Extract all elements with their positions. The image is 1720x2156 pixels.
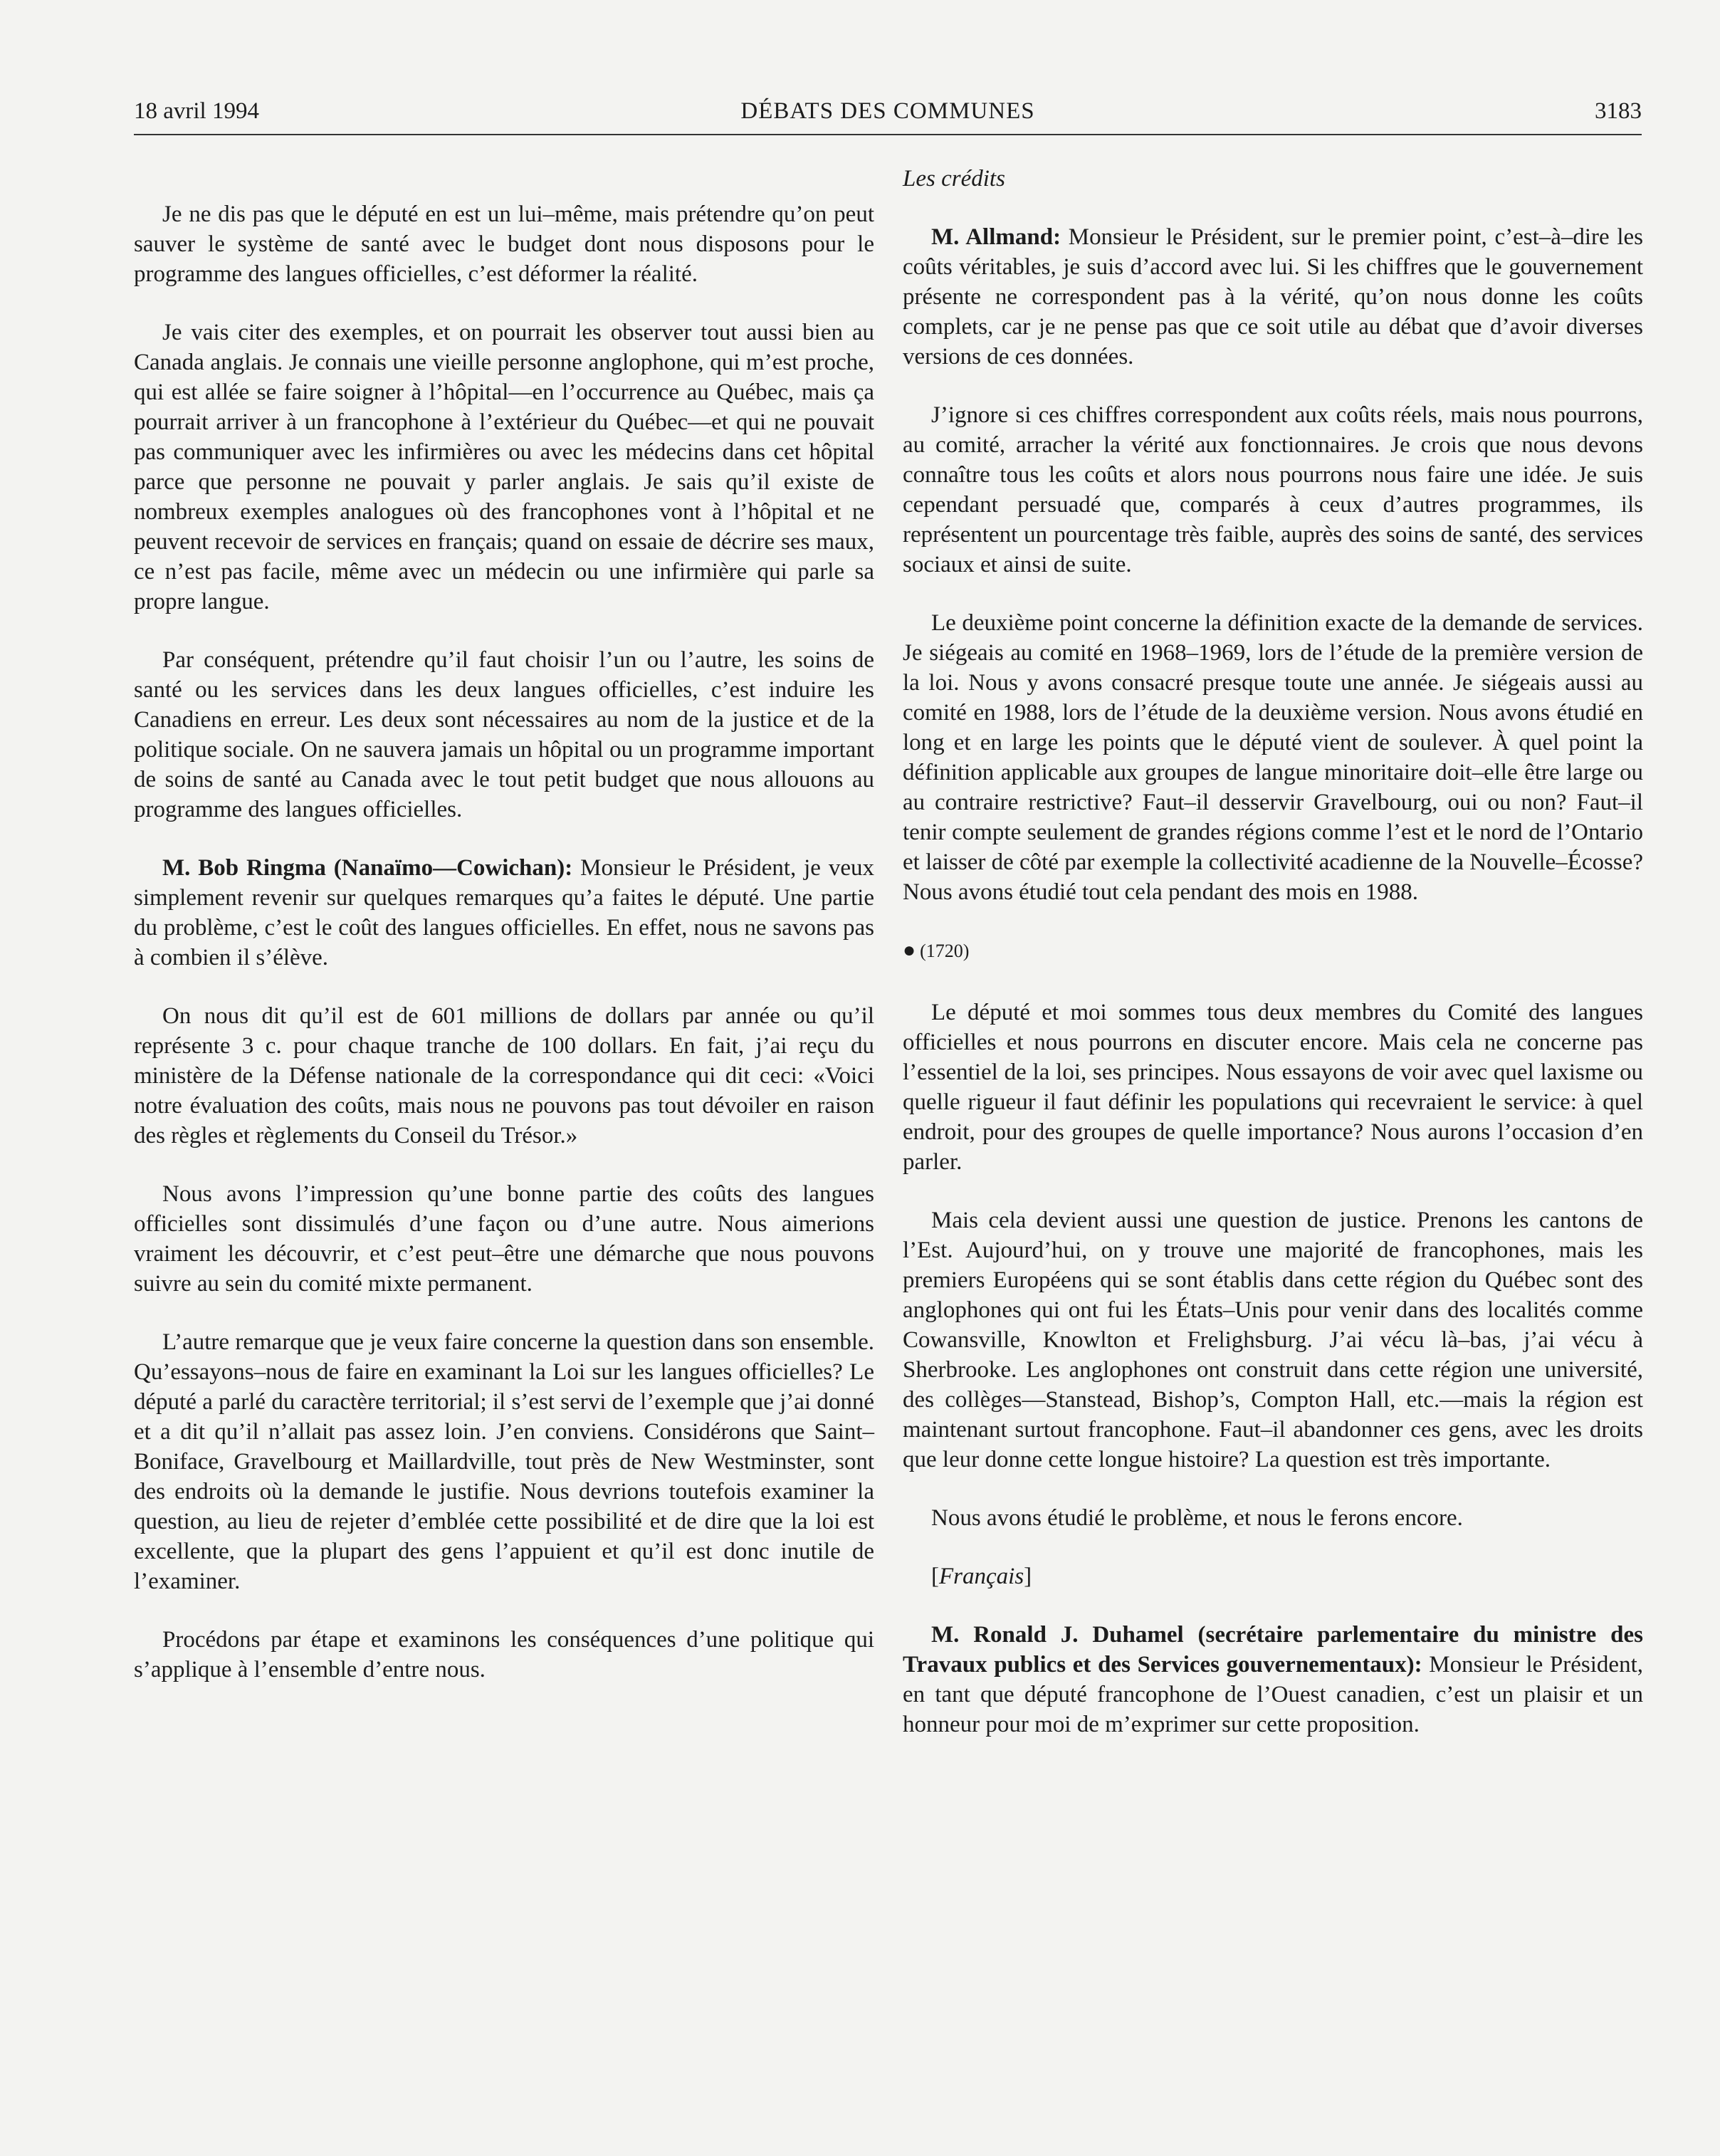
paragraph: Nous avons l’impression qu’une bonne partie des coûts des langues officielles sont dissimulés d’une façon ou d’une autre. Nous aimerions vraiment les découvrir, et c’est peut–être une démarche que nous pouvons suivre au sein du comité mixte permanent. xyxy=(134,1181,874,1297)
right-column xyxy=(903,164,1643,1764)
paragraph: On nous dit qu’il est de 601 millions de dollars par année ou qu’il représente 3 c. pour chaque tranche de 100 dollars. En fait, j’ai reçu du ministère de la Défense nationale de la correspondance qui dit ceci: «Voici notre évaluation des coûts, mais nous ne pouvons pas tout dévoiler en raison des règles et règlements du Conseil du Trésor.» xyxy=(134,1003,874,1148)
paragraph: Nous avons étudié le problème, et nous le ferons encore. xyxy=(931,1505,1463,1531)
time-marker xyxy=(903,936,1643,966)
page-header xyxy=(134,98,1642,134)
speech-paragraph xyxy=(903,1620,1643,1739)
language-bracket-close: ] xyxy=(1024,1564,1032,1589)
header-title: DÉBATS DES COMMUNES xyxy=(740,98,1035,124)
header-rule xyxy=(134,134,1642,135)
header-date: 18 avril 1994 xyxy=(134,98,259,124)
paragraph: Le deuxième point concerne la définition exacte de la demande de services. Je siégeais au comité en 1968–1969, lors de l’étude de la première version de la loi. Nous y avons consacré presque toute une année. Je siégeais aussi au comité en 1988, lors de l’étude de la deuxième version. Nous avons étudié en long et en large les points que le député vient de soulever. À quel point la définition applicable aux groupes de langue minoritaire doit–elle être large ou au contraire restrictive? Faut–il desservir Gravelbourg, oui ou non? Faut–il tenir compte seulement de grandes régions comme l’est et le nord de l’Ontario et laisser de côté par exemple la collectivité acadienne de la Nouvelle–Écosse? Nous avons étudié tout cela pendant des mois en 1988. xyxy=(903,610,1643,905)
speech-paragraph xyxy=(903,222,1643,372)
page-number: 3183 xyxy=(1595,98,1642,124)
language-bracket-open: [ xyxy=(931,1564,939,1589)
speech-text: Monsieur le Président, je veux simplement revenir sur quelques remarques qu’a faites le député. Une partie du problème, c’est le coût des langues officielles. En effet, nous ne savons pas à combien il s’élève. xyxy=(134,855,874,970)
speech-text: Monsieur le Président, en tant que député francophone de l’Ouest canadien, c’est un plaisir et un honneur pour moi de m’exprimer sur cette proposition. xyxy=(903,1652,1643,1737)
paragraph: J’ignore si ces chiffres correspondent aux coûts réels, mais nous pourrons, au comité, arracher la vérité aux fonctionnaires. Je crois que nous devons connaître tous les coûts et alors nous pourrons nous faire une idée. Je suis cependant persuadé que, comparés à ceux d’autres programmes, ils représentent un pourcentage très faible, auprès des soins de santé, des services sociaux et ainsi de suite. xyxy=(903,402,1643,577)
section-title: Les crédits xyxy=(903,166,1005,192)
paragraph: L’autre remarque que je veux faire concerne la question dans son ensemble. Qu’essayons–nous de faire en examinant la Loi sur les langues officielles? Le député a parlé du caractère territorial; il s’est servi de l’exemple que j’ai donné et a dit qu’il n’allait pas assez loin. J’en conviens. Considérons que Saint–Boniface, Gravelbourg et Maillardville, tout près de New Westminster, sont des endroits où la demande le justifie. Nous devrions toutefois examiner la question, au lieu de rejeter d’emblée cette possibilité et de dire que la loi est excellente, que la plupart des gens l’appuient et qu’il est donc inutile de l’examiner. xyxy=(134,1329,874,1594)
paragraph: Je vais citer des exemples, et on pourrait les observer tout aussi bien au Canada anglais. Je connais une vieille personne anglophone, qui m’est proche, qui est allée se faire soigner à l’hôpital—en l’occurrence au Québec, mais ça pourrait arriver à un francophone à l’extérieur du Québec—et qui ne pouvait pas communiquer avec les infirmières ou avec les médecins dans cet hôpital parce que personne ne pouvait y parler anglais. Je sais qu’il existe de nombreux exemples analogues où des francophones vont à l’hôpital et ne peuvent recevoir de services en français; quand on essaie de décrire ses maux, ce n’est pas facile, même avec un médecin ou une infirmière qui parle sa propre langue. xyxy=(134,320,874,614)
left-column xyxy=(134,199,874,1709)
bullet-icon: ● xyxy=(903,938,916,962)
speech-paragraph xyxy=(134,853,874,973)
language-name: Français xyxy=(939,1564,1024,1589)
time-marker-text: (1720) xyxy=(920,941,970,961)
paragraph: Procédons par étape et examinons les conséquences d’une politique qui s’applique à l’ensemble d’entre nous. xyxy=(134,1627,874,1683)
paragraph: Je ne dis pas que le député en est un lui–même, mais prétendre qu’on peut sauver le système de santé avec le budget dont nous disposons pour le programme des langues officielles, c’est déformer la réalité. xyxy=(134,202,874,287)
paragraph: Le député et moi sommes tous deux membres du Comité des langues officielles et nous pourrons en discuter encore. Mais cela ne concerne pas l’essentiel de la loi, ses principes. Nous essayons de voir avec quel laxisme ou quelle rigueur il faut définir les populations qui recevraient le service: à quel endroit, pour des groupes de quelle importance? Nous aurons l’occasion d’en parler. xyxy=(903,1000,1643,1175)
speech-text: Monsieur le Président, sur le premier point, c’est–à–dire les coûts véritables, je suis d’accord avec lui. Si les chiffres que le gouvernement présente ne correspondent pas à la vérité, qu’on nous donne les coûts complets, car je ne pense pas que ce soit utile au débat que d’avoir diverses versions de ces données. xyxy=(903,224,1643,370)
paragraph: Par conséquent, prétendre qu’il faut choisir l’un ou l’autre, les soins de santé ou les services dans les deux langues officielles, c’est induire les Canadiens en erreur. Les deux sont nécessaires au nom de la justice et de la politique sociale. On ne sauvera jamais un hôpital ou un programme important de soins de santé au Canada avec le tout petit budget que nous allouons au programme des langues officielles. xyxy=(134,647,874,822)
speaker-name: M. Allmand: xyxy=(931,224,1061,250)
speaker-name: M. Ronald J. Duhamel (secrétaire parlementaire du ministre des Travaux publics et des Services gouvernementaux): xyxy=(903,1622,1643,1678)
speaker-name: M. Bob Ringma (Nanaïmo—Cowichan): xyxy=(162,855,573,881)
paragraph: Mais cela devient aussi une question de justice. Prenons les cantons de l’Est. Aujourd’hui, on y trouve une majorité de francophones, mais les premiers Européens qui se sont établis dans cette région du Québec sont des anglophones qui ont fui les États–Unis pour venir dans des localités comme Cowansville, Knowlton et Frelighsburg. J’ai vécu là–bas, j’ai vécu à Sherbrooke. Les anglophones ont construit dans cette région une université, des collèges—Stanstead, Bishop’s, Compton Hall, etc.—mais la région est maintenant surtout francophone. Faut–il abandonner ces gens, avec les droits que leur donne cette longue histoire? La question est très importante. xyxy=(903,1208,1643,1472)
language-tag xyxy=(903,1561,1643,1591)
